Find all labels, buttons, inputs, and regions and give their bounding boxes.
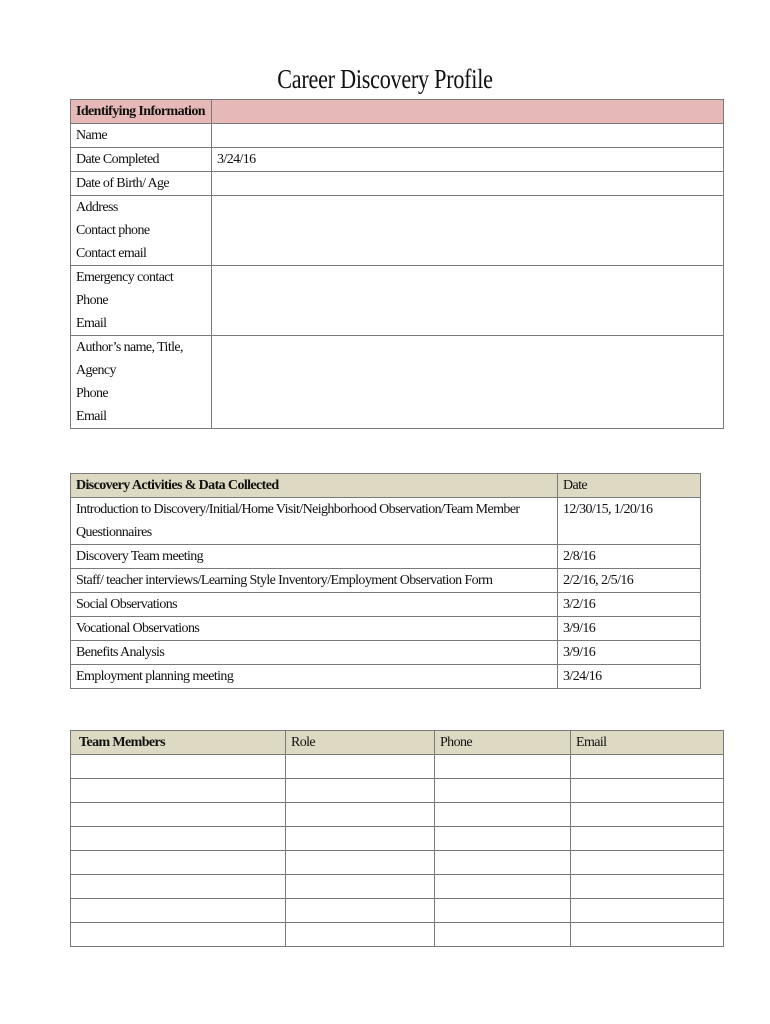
activity-row [71, 569, 701, 593]
author-row [71, 336, 724, 429]
team-member-row [71, 755, 724, 779]
dob-row [71, 172, 724, 196]
activity-date: 3/2/16 [558, 593, 701, 617]
author-email-label: Email [76, 409, 107, 424]
activity-row [71, 617, 701, 641]
activity-cell [71, 617, 558, 641]
activity-text: Questionnaires [76, 525, 152, 540]
team-member-cell[interactable] [71, 851, 286, 875]
author-labels [71, 336, 212, 429]
activity-cell [71, 641, 558, 665]
address-value-field[interactable] [212, 196, 724, 266]
role-cell[interactable] [286, 851, 435, 875]
activity-row [71, 545, 701, 569]
date-completed-row [71, 148, 724, 172]
team-members-table [70, 730, 724, 947]
emergency-phone-label: Phone [76, 293, 109, 308]
activity-text: Vocational Observations [76, 621, 200, 636]
phone-cell[interactable] [435, 851, 571, 875]
activity-date: 2/8/16 [558, 545, 701, 569]
role-cell[interactable] [286, 923, 435, 947]
address-row [71, 196, 724, 266]
team-member-row [71, 827, 724, 851]
role-cell[interactable] [286, 899, 435, 923]
name-row [71, 124, 724, 148]
address-label: Address [76, 200, 118, 215]
emergency-contact-label: Emergency contact [76, 270, 174, 285]
team-header-row [71, 731, 724, 755]
team-member-cell[interactable] [71, 779, 286, 803]
phone-cell[interactable] [435, 899, 571, 923]
email-cell[interactable] [571, 899, 724, 923]
team-member-row [71, 875, 724, 899]
activity-text: Employment planning meeting [76, 669, 234, 684]
page-title: Career Discovery Profile [277, 64, 493, 94]
activity-date: 3/9/16 [558, 641, 701, 665]
role-cell[interactable] [286, 755, 435, 779]
email-cell[interactable] [571, 875, 724, 899]
role-header: Role [286, 731, 435, 755]
activity-cell [71, 665, 558, 689]
team-member-cell[interactable] [71, 899, 286, 923]
activity-cell [71, 498, 558, 545]
activity-text: Staff/ teacher interviews/Learning Style Inventory/Employment Observation Form [76, 573, 493, 588]
author-value-field[interactable] [212, 336, 724, 429]
phone-cell[interactable] [435, 875, 571, 899]
email-cell[interactable] [571, 803, 724, 827]
email-cell[interactable] [571, 827, 724, 851]
dob-label: Date of Birth/ Age [71, 172, 212, 196]
author-agency-label: Agency [76, 363, 116, 378]
team-member-cell[interactable] [71, 923, 286, 947]
team-members-header: Team Members [71, 731, 286, 755]
email-header: Email [571, 731, 724, 755]
activity-row [71, 498, 701, 545]
emergency-email-label: Email [76, 316, 107, 331]
contact-phone-label: Contact phone [76, 223, 150, 238]
role-cell[interactable] [286, 779, 435, 803]
activity-text: Social Observations [76, 597, 177, 612]
team-member-row [71, 899, 724, 923]
team-member-row [71, 923, 724, 947]
activity-date: 3/24/16 [558, 665, 701, 689]
role-cell[interactable] [286, 827, 435, 851]
activity-text: Discovery Team meeting [76, 549, 204, 564]
email-cell[interactable] [571, 851, 724, 875]
activity-date: 12/30/15, 1/20/16 [558, 498, 701, 545]
email-cell[interactable] [571, 779, 724, 803]
phone-cell[interactable] [435, 803, 571, 827]
activity-date: 2/2/16, 2/5/16 [558, 569, 701, 593]
identifying-header: Identifying Information [71, 100, 212, 124]
activity-date: 3/9/16 [558, 617, 701, 641]
phone-cell[interactable] [435, 779, 571, 803]
activities-header-row [71, 474, 701, 498]
activity-row [71, 641, 701, 665]
phone-cell[interactable] [435, 755, 571, 779]
activity-row [71, 665, 701, 689]
activity-row [71, 593, 701, 617]
phone-cell[interactable] [435, 923, 571, 947]
role-cell[interactable] [286, 803, 435, 827]
team-member-cell[interactable] [71, 827, 286, 851]
activity-text: Benefits Analysis [76, 645, 165, 660]
identifying-header-fill [212, 100, 724, 124]
team-member-row [71, 779, 724, 803]
team-member-row [71, 851, 724, 875]
team-member-cell[interactable] [71, 875, 286, 899]
contact-email-label: Contact email [76, 246, 147, 261]
discovery-activities-table [70, 473, 701, 689]
author-name-label: Author’s name, Title, [76, 340, 183, 355]
email-cell[interactable] [571, 923, 724, 947]
author-phone-label: Phone [76, 386, 109, 401]
phone-header: Phone [435, 731, 571, 755]
team-member-cell[interactable] [71, 803, 286, 827]
activity-cell [71, 593, 558, 617]
emergency-labels [71, 266, 212, 336]
name-value-field[interactable] [212, 124, 724, 148]
team-member-row [71, 803, 724, 827]
role-cell[interactable] [286, 875, 435, 899]
activity-text: Introduction to Discovery/Initial/Home Visit/Neighborhood Observation/Team Member [76, 502, 520, 517]
identifying-information-table [70, 99, 724, 429]
activity-cell [71, 569, 558, 593]
activity-cell [71, 545, 558, 569]
address-labels [71, 196, 212, 266]
identifying-header-row [71, 100, 724, 124]
email-cell[interactable] [571, 755, 724, 779]
activities-date-header: Date [558, 474, 701, 498]
phone-cell[interactable] [435, 827, 571, 851]
date-completed-label: Date Completed [71, 148, 212, 172]
emergency-value-field[interactable] [212, 266, 724, 336]
team-member-cell[interactable] [71, 755, 286, 779]
activities-header: Discovery Activities & Data Collected [71, 474, 558, 498]
dob-value-field[interactable] [212, 172, 724, 196]
name-label: Name [71, 124, 212, 148]
emergency-row [71, 266, 724, 336]
date-completed-value[interactable]: 3/24/16 [212, 148, 724, 172]
